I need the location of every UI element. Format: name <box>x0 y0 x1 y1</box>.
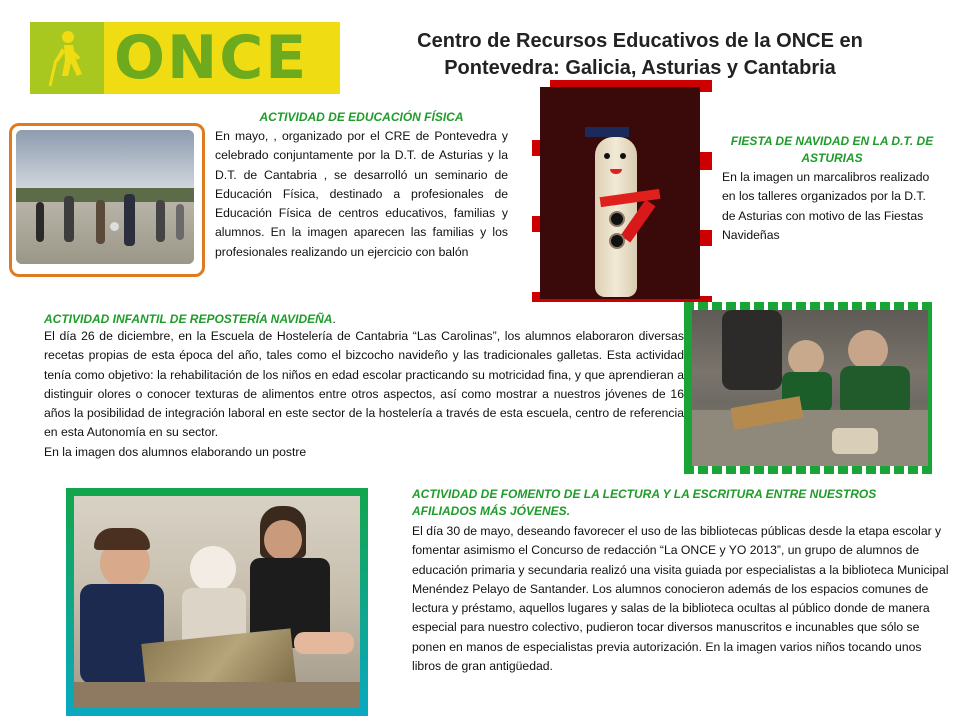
pastry-section <box>44 312 684 462</box>
title-line-2: Pontevedra: Galicia, Asturias y Cantabria <box>444 57 836 79</box>
bookmark-photo-inner <box>540 87 700 299</box>
library-photo <box>66 488 368 716</box>
bookmark-photo <box>532 80 712 302</box>
pastry-caption: En la imagen dos alumnos elaborando un postre <box>44 444 307 459</box>
sport-photo <box>16 130 194 264</box>
title-line-1: Centro de Recursos Educativos de la ONCE en <box>417 30 863 52</box>
pastry-heading: ACTIVIDAD INFANTIL DE REPOSTERÍA NAVIDEÑA. <box>44 312 336 326</box>
reading-heading: ACTIVIDAD DE FOMENTO DE LA LECTURA Y LA ESCRITURA ENTRE NUESTROS AFILIADOS MÁS JÓVENES. <box>412 487 877 518</box>
pastry-heading-text: ACTIVIDAD INFANTIL DE REPOSTERÍA NAVIDEÑA <box>44 312 333 326</box>
pastry-body: El día 26 de diciembre, en la Escuela de Hostelería de Cantabria “Las Carolinas”, los alumnos elaboraron diversas recetas propias de esta época del año, tales como el bizcocho navideño y las tradicionales galletas. Esta actividad tenía como objetivo: la rehabilitación de los niños en edad escolar practicando su motricidad fina, y que aprendieran a distinguir olores o conocer texturas de alimentos entre otros aspectos, así como mostrar a nuestros jóvenes de 16 años la posibilidad de integración laboral en este sector de la hostelería a través de esta escuela, centro de referencia en esta Autonomía en su sector. <box>44 329 684 440</box>
reading-body: El día 30 de mayo, deseando favorecer el uso de las bibliotecas públicas desde la etapa escolar y fomentar asimismo el Concurso de redacción “La ONCE y YO 2013”, un grupo de alumnos de educación primaria y secundaria realizó una visita guiada por especialistas a la biblioteca Municipal Menéndez Pelayo de Santander. Los alumnos conocieron además de los espacios comunes de lectura y préstamo, aquellos lugares y salas de la biblioteca ocultas al público donde de manera especial para nuestro colectivo, pudieron tocar diversos manuscritos e incunables que sólo se ponen en manos de especialistas previa autorización. En la imagen varios niños tocando unos libros de gran antigüedad. <box>412 524 949 674</box>
page-title <box>370 28 910 82</box>
physical-body: En mayo, , organizado por el CRE de Pontevedra y celebrado conjuntamente por la D.T. de Asturias y la D.T. de Cantabria , se desarrolló un seminario de Educación Física, destinado a profesionales de Educación Física de centros educativos, familias y alumnos. En la imagen aparecen las familias y los profesionales realizando un ejercicio con balón <box>215 129 508 259</box>
cooking-photo <box>684 302 936 474</box>
physical-education-section <box>215 110 508 262</box>
walking-person-icon <box>46 30 90 88</box>
christmas-body: En la imagen un marcalibros realizado en los talleres organizados por la D.T. de Asturias con motivo de las Fiestas Navideñas <box>722 170 930 242</box>
christmas-heading: FIESTA DE NAVIDAD EN LA D.T. DE ASTURIAS <box>730 134 934 165</box>
library-photo-inner <box>74 496 360 708</box>
cooking-photo-inner <box>692 310 928 466</box>
reading-section <box>412 486 952 676</box>
christmas-section <box>722 133 942 245</box>
physical-heading: ACTIVIDAD DE EDUCACIÓN FÍSICA <box>259 110 464 124</box>
logo-wordmark: ONCE <box>114 23 309 93</box>
once-logo <box>30 22 340 94</box>
